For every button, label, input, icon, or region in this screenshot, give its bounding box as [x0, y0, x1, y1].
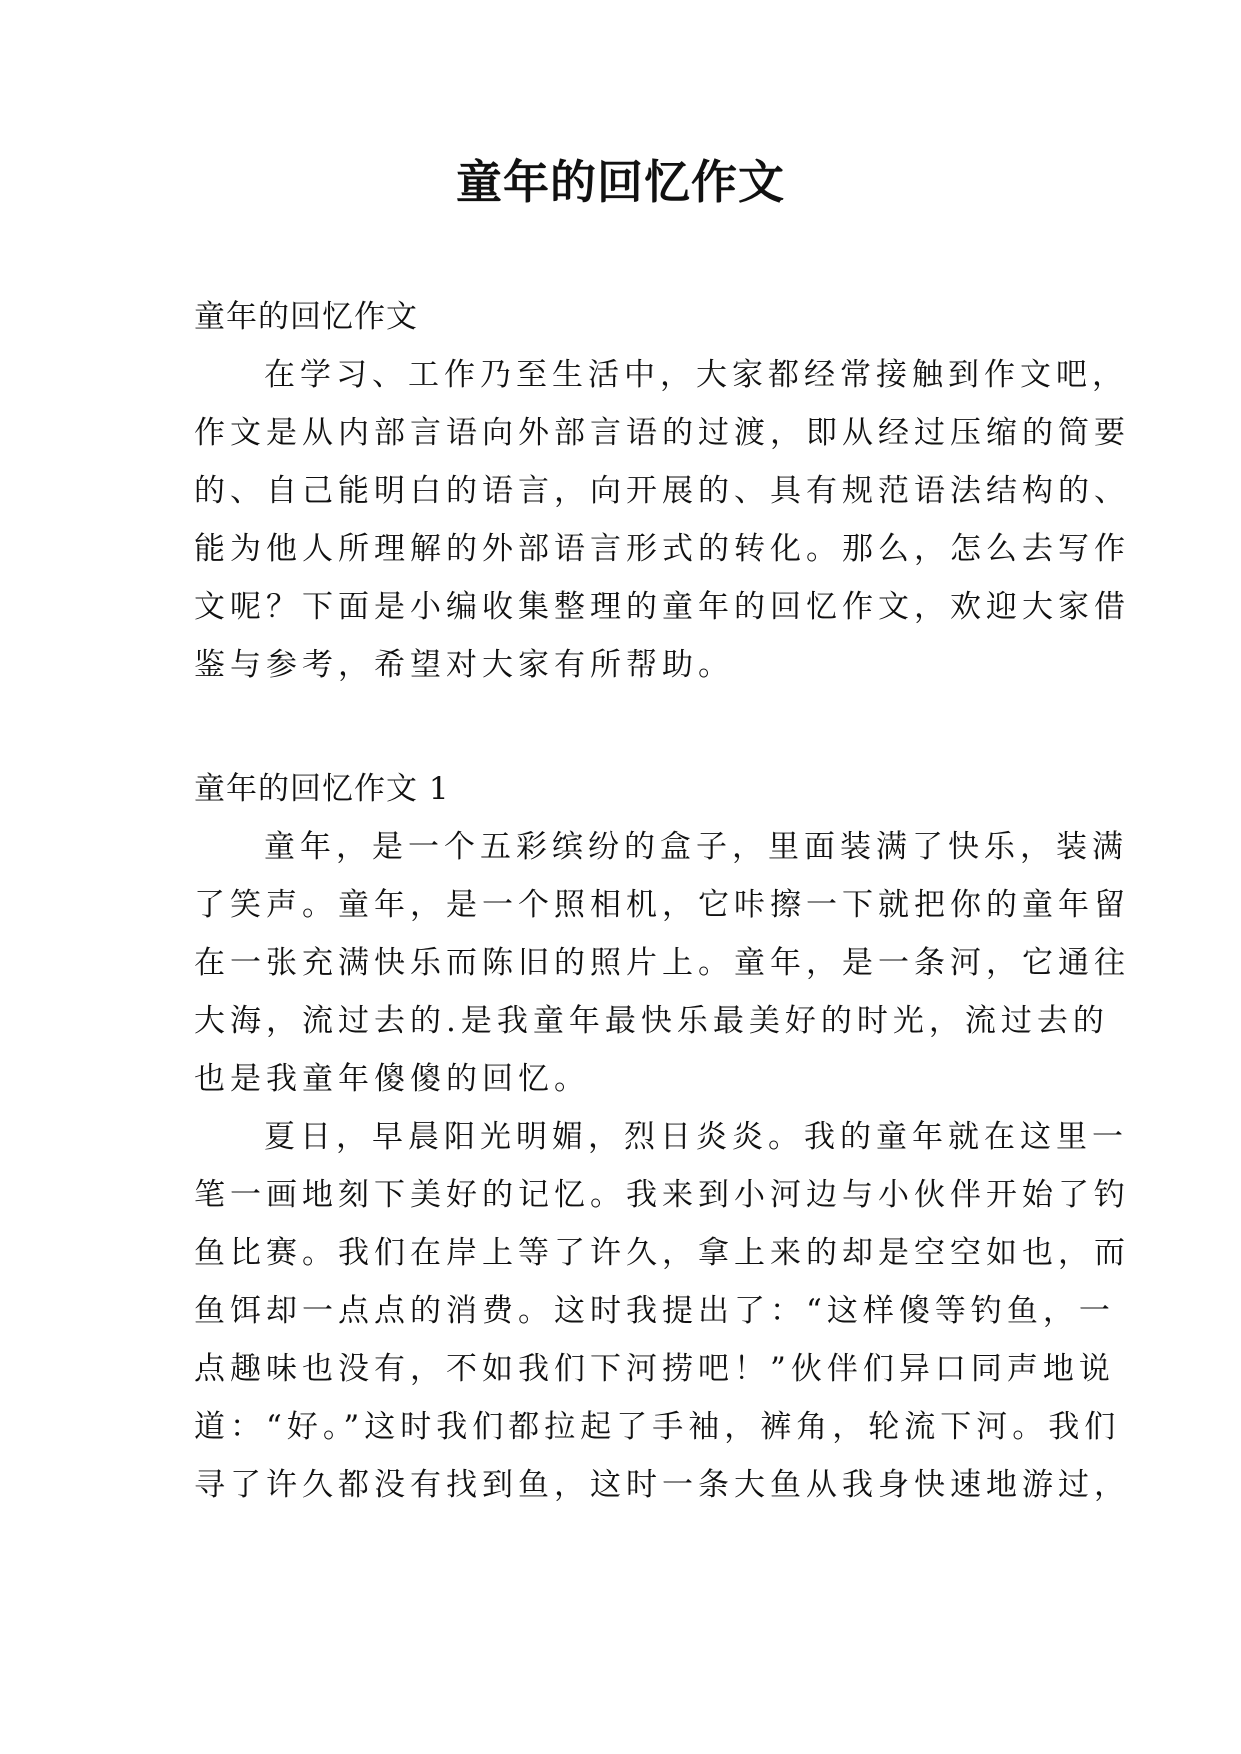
- paragraph-line: 在一张充满快乐而陈旧的照片上。童年，是一条河，它通往: [194, 945, 1130, 981]
- paragraph-line: 寻了许久都没有找到鱼，这时一条大鱼从我身快速地游过，: [194, 1467, 1130, 1503]
- paragraph-line: 的、自己能明白的语言，向开展的、具有规范语法结构的、: [194, 473, 1130, 509]
- paragraph-line: 道：“好。”这时我们都拉起了手袖，裤角，轮流下河。我们: [194, 1409, 1121, 1445]
- paragraph-line: 童年，是一个五彩缤纷的盒子，里面装满了快乐，装满: [264, 829, 1128, 865]
- paragraph-line: 能为他人所理解的外部语言形式的转化。那么，怎么去写作: [194, 531, 1130, 567]
- document-title: 童年的回忆作文: [456, 155, 785, 209]
- paragraph-line: 也是我童年傻傻的回忆。: [194, 1061, 590, 1097]
- paragraph-line: 文呢？下面是小编收集整理的童年的回忆作文，欢迎大家借: [194, 589, 1130, 625]
- section1-paragraph-1: [194, 818, 1130, 1108]
- section1-paragraph-2: [194, 1108, 1130, 1514]
- paragraph-line: 大海，流过去的.是我童年最快乐最美好的时光，流过去的: [194, 1003, 1109, 1039]
- paragraph-line: 鉴与参考，希望对大家有所帮助。: [194, 647, 734, 683]
- paragraph-line: 点趣味也没有，不如我们下河捞吧！”伙伴们异口同声地说: [194, 1351, 1115, 1387]
- paragraph-line: 夏日，早晨阳光明媚，烈日炎炎。我的童年就在这里一: [264, 1119, 1128, 1155]
- paragraph-line: 了笑声。童年，是一个照相机，它咔擦一下就把你的童年留: [194, 887, 1130, 923]
- paragraph-line: 在学习、工作乃至生活中，大家都经常接触到作文吧，: [264, 357, 1128, 393]
- paragraph-line: 笔一画地刻下美好的记忆。我来到小河边与小伙伴开始了钓: [194, 1177, 1130, 1213]
- section-heading: 童年的回忆作文 1: [194, 771, 450, 807]
- document-subtitle: 童年的回忆作文: [194, 299, 418, 335]
- intro-paragraph: [194, 346, 1130, 694]
- paragraph-line: 鱼饵却一点点的消费。这时我提出了：“这样傻等钓鱼，一: [194, 1293, 1115, 1329]
- document-body: [194, 288, 1130, 1514]
- paragraph-line: 鱼比赛。我们在岸上等了许久，拿上来的却是空空如也，而: [194, 1235, 1130, 1271]
- paragraph-line: 作文是从内部言语向外部言语的过渡，即从经过压缩的简要: [194, 415, 1130, 451]
